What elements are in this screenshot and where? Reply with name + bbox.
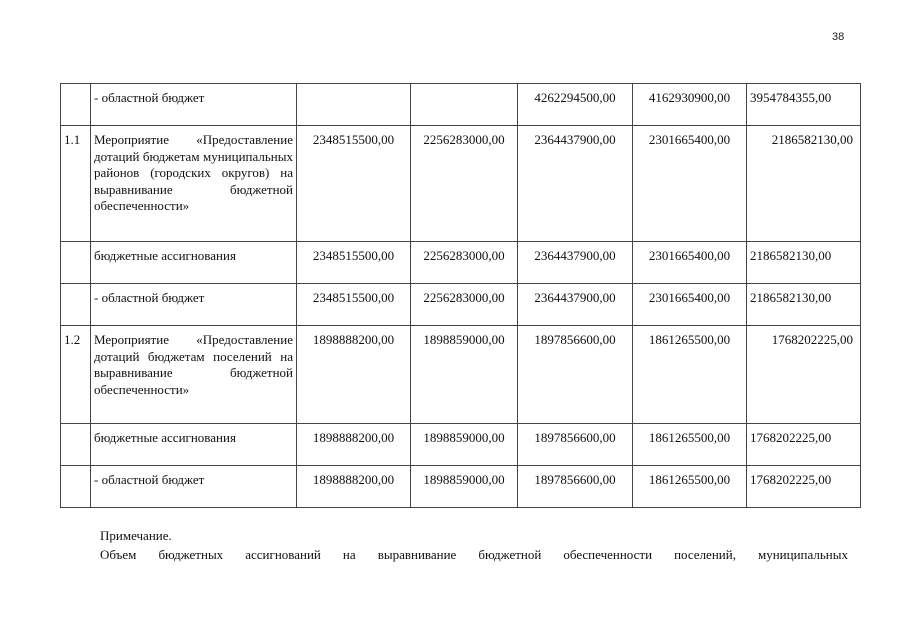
value-cell: 1898888200,00: [297, 466, 411, 508]
value-cell: 1768202225,00: [747, 466, 861, 508]
value-cell: 1897856600,00: [518, 466, 633, 508]
value-cell: 2186582130,00: [747, 126, 861, 242]
value-cell: 2364437900,00: [518, 126, 633, 242]
value-cell: 4162930900,00: [633, 84, 747, 126]
value-cell: 2186582130,00: [747, 284, 861, 326]
row-name: бюджетные ассигнования: [91, 242, 297, 284]
budget-table: [60, 83, 861, 508]
value-cell: 2301665400,00: [633, 126, 747, 242]
row-description: Мероприятие «Предоставление дотаций бюджетам муниципальных районов (городских округов) на выравнивание бюджетной обеспеченности»: [94, 132, 293, 213]
row-description: Мероприятие «Предоставление дотаций бюджетам поселений на выравнивание бюджетной обеспеченности»: [94, 332, 293, 397]
table-row: [61, 284, 861, 326]
value-cell: 3954784355,00: [747, 84, 861, 126]
value-cell: 1768202225,00: [747, 326, 861, 424]
value-cell: 2256283000,00: [411, 242, 518, 284]
row-number: [61, 284, 91, 326]
table-row: [61, 466, 861, 508]
value-cell: 2364437900,00: [518, 284, 633, 326]
value-cell: 1897856600,00: [518, 326, 633, 424]
row-name: бюджетные ассигнования: [91, 424, 297, 466]
value-cell: 1897856600,00: [518, 424, 633, 466]
value-cell: 2301665400,00: [633, 284, 747, 326]
value-cell: 1898888200,00: [297, 326, 411, 424]
table-row: [61, 326, 861, 424]
value-cell: 2256283000,00: [411, 284, 518, 326]
value-cell: 1898859000,00: [411, 326, 518, 424]
value-cell: 1898859000,00: [411, 466, 518, 508]
value-cell: 2348515500,00: [297, 126, 411, 242]
value-cell: 1861265500,00: [633, 424, 747, 466]
value-cell: 2348515500,00: [297, 284, 411, 326]
row-name: - областной бюджет: [91, 284, 297, 326]
value-cell: 1768202225,00: [747, 424, 861, 466]
value-cell: 1898888200,00: [297, 424, 411, 466]
value-cell: 1861265500,00: [633, 326, 747, 424]
row-number: [61, 242, 91, 284]
table-row: [61, 424, 861, 466]
table-row: [61, 84, 861, 126]
value-cell: 2348515500,00: [297, 242, 411, 284]
value-cell: [411, 84, 518, 126]
row-name: - областной бюджет: [91, 84, 297, 126]
row-number: [61, 424, 91, 466]
value-cell: 2301665400,00: [633, 242, 747, 284]
value-cell: [297, 84, 411, 126]
value-cell: 2364437900,00: [518, 242, 633, 284]
value-cell: 1861265500,00: [633, 466, 747, 508]
table-row: [61, 126, 861, 242]
table-row: [61, 242, 861, 284]
value-cell: 1898859000,00: [411, 424, 518, 466]
note-title: Примечание.: [100, 528, 172, 543]
row-number: 1.1: [61, 126, 91, 242]
row-number: [61, 466, 91, 508]
value-cell: 2256283000,00: [411, 126, 518, 242]
row-number: [61, 84, 91, 126]
note: [100, 526, 848, 564]
row-name: [91, 126, 297, 242]
row-name: [91, 326, 297, 424]
value-cell: 4262294500,00: [518, 84, 633, 126]
row-number: 1.2: [61, 326, 91, 424]
row-name: - областной бюджет: [91, 466, 297, 508]
value-cell: 2186582130,00: [747, 242, 861, 284]
note-text: Объем бюджетных ассигнований на выравнивание бюджетной обеспеченности поселений, муниципальных: [100, 547, 848, 562]
page-number: 38: [832, 31, 845, 43]
